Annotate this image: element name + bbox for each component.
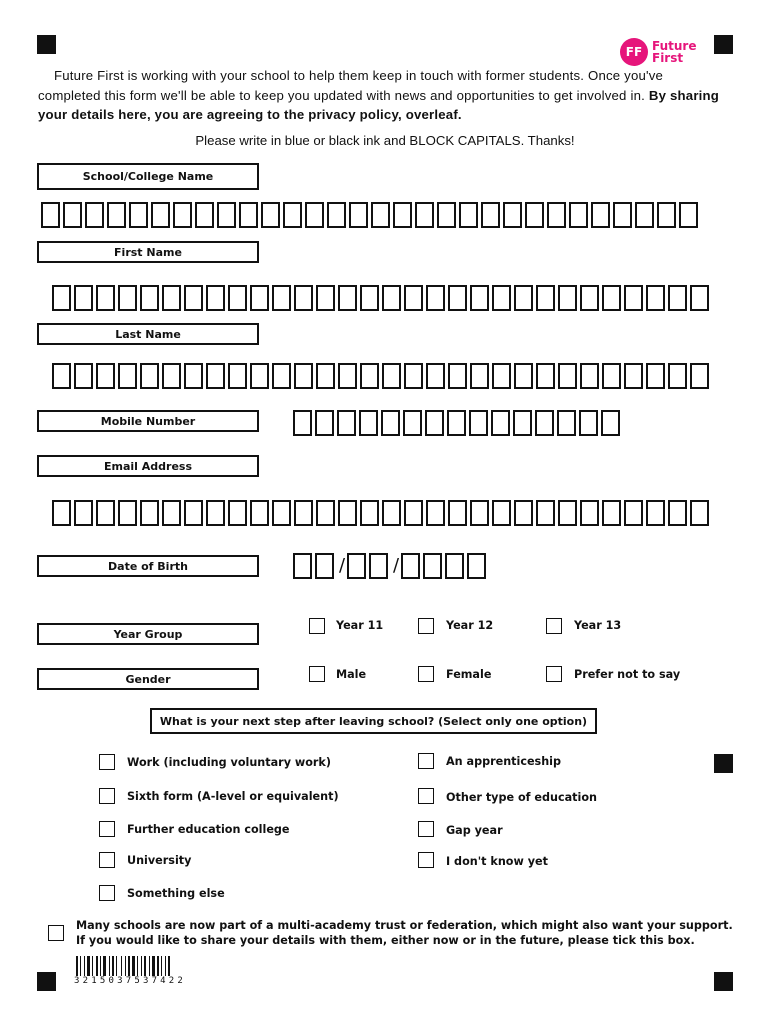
character-cell[interactable] [580,363,599,389]
character-cell[interactable] [635,202,654,228]
character-cell[interactable] [293,410,312,436]
character-cell[interactable] [206,363,225,389]
character-cell[interactable] [393,202,412,228]
character-cell[interactable] [426,363,445,389]
character-cell[interactable] [513,410,532,436]
character-cell[interactable] [624,285,643,311]
first-name-cells[interactable] [52,285,712,311]
character-cell[interactable] [668,285,687,311]
character-cell[interactable] [272,363,291,389]
dont-know-checkbox[interactable] [418,852,434,868]
multi-academy-checkbox[interactable] [48,925,64,941]
character-cell[interactable] [228,285,247,311]
character-cell[interactable] [558,285,577,311]
character-cell[interactable] [404,363,423,389]
dob-month-cell[interactable] [369,553,388,579]
character-cell[interactable] [492,285,511,311]
character-cell[interactable] [184,363,203,389]
registration-mark-bottom-left [37,972,56,991]
first-name-label: First Name [37,241,259,263]
character-cell[interactable] [228,363,247,389]
character-cell[interactable] [96,285,115,311]
barcode-number: 3215037537422 [74,976,187,986]
character-cell[interactable] [371,202,390,228]
character-cell[interactable] [305,202,324,228]
female-checkbox[interactable] [418,666,434,682]
male-checkbox[interactable] [309,666,325,682]
year-13-label: Year 13 [574,619,622,632]
character-cell[interactable] [591,202,610,228]
character-cell[interactable] [624,500,643,526]
character-cell[interactable] [536,363,555,389]
character-cell[interactable] [129,202,148,228]
last-name-label: Last Name [37,323,259,345]
character-cell[interactable] [459,202,478,228]
character-cell[interactable] [118,285,137,311]
date-separator: / [392,555,400,576]
character-cell[interactable] [74,500,93,526]
character-cell[interactable] [283,202,302,228]
character-cell[interactable] [646,285,665,311]
sixth-form-checkbox[interactable] [99,788,115,804]
school-label: School/College Name [37,163,259,190]
gender-label: Gender [37,668,259,690]
future-first-logo [620,38,696,66]
character-cell[interactable] [404,285,423,311]
multi-academy-text: Many schools are now part of a multi-academy trust or federation, which might also want your support. If you would like to share your details with them, either now or in the future, please tick this box. [76,919,733,947]
character-cell[interactable] [206,285,225,311]
character-cell[interactable] [360,500,379,526]
character-cell[interactable] [525,202,544,228]
character-cell[interactable] [646,500,665,526]
school-name-cells[interactable] [41,202,701,228]
apprenticeship-checkbox[interactable] [418,753,434,769]
character-cell[interactable] [272,285,291,311]
prefer-not-to-say-checkbox[interactable] [546,666,562,682]
character-cell[interactable] [382,285,401,311]
character-cell[interactable] [448,500,467,526]
female-label: Female [446,668,492,681]
character-cell[interactable] [624,363,643,389]
sixth-form-label: Sixth form (A-level or equivalent) [127,790,339,803]
registration-mark-middle-right [714,754,733,773]
character-cell[interactable] [250,363,269,389]
university-label: University [127,854,192,867]
character-cell[interactable] [338,500,357,526]
character-cell[interactable] [195,202,214,228]
character-cell[interactable] [316,285,335,311]
character-cell[interactable] [580,500,599,526]
character-cell[interactable] [547,202,566,228]
character-cell[interactable] [580,285,599,311]
character-cell[interactable] [140,500,159,526]
character-cell[interactable] [613,202,632,228]
character-cell[interactable] [536,500,555,526]
character-cell[interactable] [470,363,489,389]
gap-year-checkbox[interactable] [418,821,434,837]
character-cell[interactable] [96,500,115,526]
logo-mark: FF [620,38,648,66]
character-cell[interactable] [118,500,137,526]
character-cell[interactable] [426,285,445,311]
work-checkbox[interactable] [99,754,115,770]
something-else-label: Something else [127,887,225,900]
character-cell[interactable] [558,500,577,526]
character-cell[interactable] [316,363,335,389]
character-cell[interactable] [668,363,687,389]
dob-day-cell[interactable] [315,553,334,579]
character-cell[interactable] [448,363,467,389]
character-cell[interactable] [579,410,598,436]
character-cell[interactable] [360,285,379,311]
character-cell[interactable] [140,285,159,311]
character-cell[interactable] [481,202,500,228]
character-cell[interactable] [602,285,621,311]
character-cell[interactable] [491,410,510,436]
work-label: Work (including voluntary work) [127,756,331,769]
character-cell[interactable] [569,202,588,228]
gap-year-label: Gap year [446,824,503,837]
character-cell[interactable] [96,363,115,389]
character-cell[interactable] [315,410,334,436]
character-cell[interactable] [602,363,621,389]
character-cell[interactable] [250,500,269,526]
dob-year-cell[interactable] [423,553,442,579]
year-group-label: Year Group [37,623,259,645]
character-cell[interactable] [536,285,555,311]
character-cell[interactable] [602,500,621,526]
year-12-checkbox[interactable] [418,618,434,634]
dob-cells[interactable] [293,553,489,579]
character-cell[interactable] [360,363,379,389]
character-cell[interactable] [492,500,511,526]
character-cell[interactable] [381,410,400,436]
character-cell[interactable] [294,363,313,389]
character-cell[interactable] [668,500,687,526]
character-cell[interactable] [52,285,71,311]
character-cell[interactable] [118,363,137,389]
dob-label: Date of Birth [37,555,259,577]
character-cell[interactable] [437,202,456,228]
character-cell[interactable] [403,410,422,436]
character-cell[interactable] [338,285,357,311]
character-cell[interactable] [140,363,159,389]
character-cell[interactable] [514,285,533,311]
character-cell[interactable] [261,202,280,228]
university-checkbox[interactable] [99,852,115,868]
prefer-not-to-say-label: Prefer not to say [574,668,681,681]
character-cell[interactable] [657,202,676,228]
character-cell[interactable] [294,500,313,526]
intro-paragraph [38,66,728,125]
further-education-checkbox[interactable] [99,821,115,837]
character-cell[interactable] [426,500,445,526]
intro-privacy-text: By sharing your details here, you are agreeing to the privacy policy, overleaf. [38,87,720,122]
registration-mark-bottom-right [714,972,733,991]
character-cell[interactable] [415,202,434,228]
character-cell[interactable] [601,410,620,436]
registration-mark-top-right [714,35,733,54]
character-cell[interactable] [239,202,258,228]
character-cell[interactable] [470,500,489,526]
character-cell[interactable] [107,202,126,228]
character-cell[interactable] [382,363,401,389]
year-12-label: Year 12 [446,619,494,632]
character-cell[interactable] [228,500,247,526]
character-cell[interactable] [492,363,511,389]
character-cell[interactable] [646,363,665,389]
male-label: Male [336,668,367,681]
character-cell[interactable] [52,500,71,526]
character-cell[interactable] [557,410,576,436]
character-cell[interactable] [404,500,423,526]
something-else-checkbox[interactable] [99,885,115,901]
character-cell[interactable] [316,500,335,526]
character-cell[interactable] [558,363,577,389]
character-cell[interactable] [151,202,170,228]
other-education-checkbox[interactable] [418,788,434,804]
year-11-checkbox[interactable] [309,618,325,634]
year-13-checkbox[interactable] [546,618,562,634]
character-cell[interactable] [41,202,60,228]
character-cell[interactable] [690,500,709,526]
registration-mark-top-left [37,35,56,54]
character-cell[interactable] [162,363,181,389]
character-cell[interactable] [294,285,313,311]
character-cell[interactable] [382,500,401,526]
mobile-label: Mobile Number [37,410,259,432]
character-cell[interactable] [63,202,82,228]
character-cell[interactable] [690,363,709,389]
character-cell[interactable] [52,363,71,389]
character-cell[interactable] [470,285,489,311]
other-education-label: Other type of education [446,791,597,804]
character-cell[interactable] [184,500,203,526]
apprenticeship-label: An apprenticeship [446,755,562,768]
character-cell[interactable] [206,500,225,526]
character-cell[interactable] [337,410,356,436]
email-label: Email Address [37,455,259,477]
character-cell[interactable] [469,410,488,436]
character-cell[interactable] [217,202,236,228]
character-cell[interactable] [448,285,467,311]
dob-year-cell[interactable] [401,553,420,579]
character-cell[interactable] [349,202,368,228]
ink-instruction: Please write in blue or black ink and BLOCK CAPITALS. Thanks! [195,133,575,148]
character-cell[interactable] [85,202,104,228]
character-cell[interactable] [173,202,192,228]
character-cell[interactable] [74,363,93,389]
character-cell[interactable] [679,202,698,228]
dob-year-cell[interactable] [467,553,486,579]
character-cell[interactable] [327,202,346,228]
email-address-cells[interactable] [52,500,712,526]
character-cell[interactable] [162,500,181,526]
character-cell[interactable] [184,285,203,311]
logo-line-1: Future [652,39,697,53]
intro-text: Future First is working with your school to help them keep in touch with former students. Once you've completed this form we'll be able to keep you updated with news and opportunities to get involved in. [38,68,664,103]
dont-know-label: I don't know yet [446,855,548,868]
character-cell[interactable] [535,410,554,436]
character-cell[interactable] [272,500,291,526]
dob-month-cell[interactable] [347,553,366,579]
character-cell[interactable] [690,285,709,311]
dob-year-cell[interactable] [445,553,464,579]
dob-day-cell[interactable] [293,553,312,579]
date-separator: / [338,555,346,576]
further-education-label: Further education college [127,823,290,836]
character-cell[interactable] [359,410,378,436]
character-cell[interactable] [447,410,466,436]
character-cell[interactable] [162,285,181,311]
logo-line-2: First [652,51,684,65]
last-name-cells[interactable] [52,363,712,389]
character-cell[interactable] [425,410,444,436]
character-cell[interactable] [338,363,357,389]
character-cell[interactable] [514,363,533,389]
year-11-label: Year 11 [336,619,384,632]
character-cell[interactable] [74,285,93,311]
next-step-question: What is your next step after leaving school? (Select only one option) [150,708,597,734]
mobile-number-cells[interactable] [293,410,623,436]
character-cell[interactable] [503,202,522,228]
character-cell[interactable] [250,285,269,311]
character-cell[interactable] [514,500,533,526]
